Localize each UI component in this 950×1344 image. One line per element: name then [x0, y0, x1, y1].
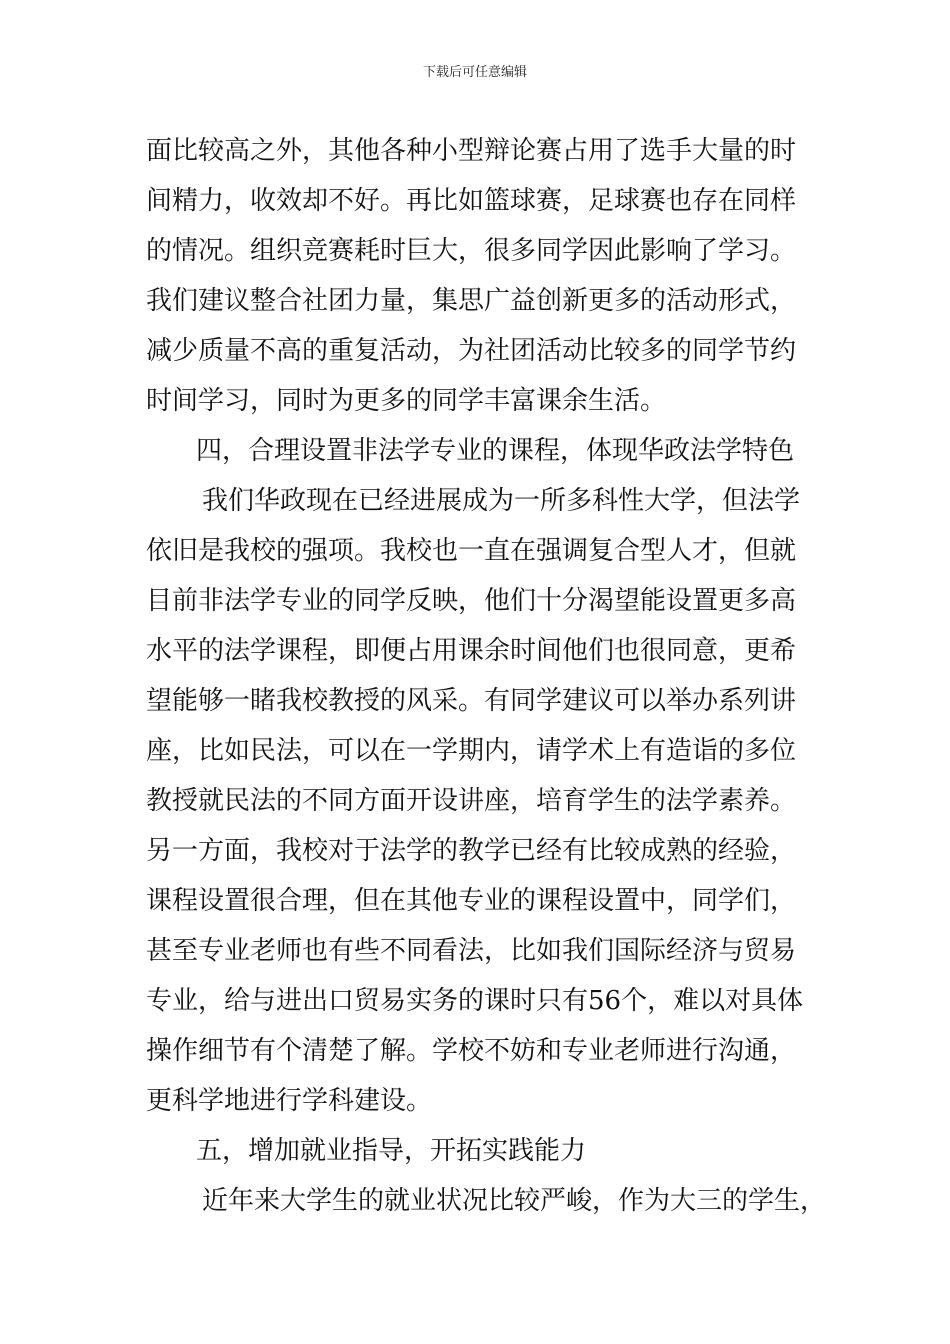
section-heading-4: 四，合理设置非法学专业的课程，体现华政法学特色 — [196, 436, 795, 466]
document-body — [146, 126, 826, 1226]
text-line: 面比较高之外，其他各种小型辩论赛占用了选手大量的时 — [146, 136, 797, 166]
text-line: 课程设置很合理，但在其他专业的课程设置中，同学们， — [146, 886, 797, 916]
text-line: 依旧是我校的强项。我校也一直在强调复合型人才，但就 — [146, 536, 797, 566]
page-header: 下载后可任意编辑 — [422, 65, 527, 80]
text-line: 的情况。组织竞赛耗时巨大，很多同学因此影响了学习。 — [146, 236, 797, 266]
text-line: 间精力，收效却不好。再比如篮球赛，足球赛也存在同样 — [146, 186, 797, 216]
text-line: 时间学习，同时为更多的同学丰富课余生活。 — [146, 386, 667, 416]
text-line: 另一方面，我校对于法学的教学已经有比较成熟的经验， — [146, 836, 797, 866]
text-line: 我们建议整合社团力量，集思广益创新更多的活动形式， — [146, 286, 797, 316]
text-line: 减少质量不高的重复活动，为社团活动比较多的同学节约 — [146, 336, 797, 366]
paragraph-first-line: 我们华政现在已经进展成为一所多科性大学，但法学 — [202, 486, 801, 516]
text-line: 更科学地进行学科建设。 — [146, 1086, 433, 1116]
text-line: 水平的法学课程，即便占用课余时间他们也很同意，更希 — [146, 636, 797, 666]
paragraph-first-line: 近年来大学生的就业状况比较严峻，作为大三的学生， — [202, 1186, 827, 1216]
text-line: 座，比如民法，可以在一学期内，请学术上有造诣的多位 — [146, 736, 797, 766]
section-heading-5: 五，增加就业指导，开拓实践能力 — [196, 1136, 587, 1166]
text-line: 操作细节有个清楚了解。学校不妨和专业老师进行沟通， — [146, 1036, 797, 1066]
text-line: 望能够一睹我校教授的风采。有同学建议可以举办系列讲 — [146, 686, 797, 716]
text-line: 甚至专业老师也有些不同看法，比如我们国际经济与贸易 — [146, 936, 797, 966]
text-line: 目前非法学专业的同学反映，他们十分渴望能设置更多高 — [146, 586, 797, 616]
text-line: 教授就民法的不同方面开设讲座，培育学生的法学素养。 — [146, 786, 797, 816]
text-line: 专业，给与进出口贸易实务的课时只有56个，难以对具体 — [146, 986, 804, 1016]
